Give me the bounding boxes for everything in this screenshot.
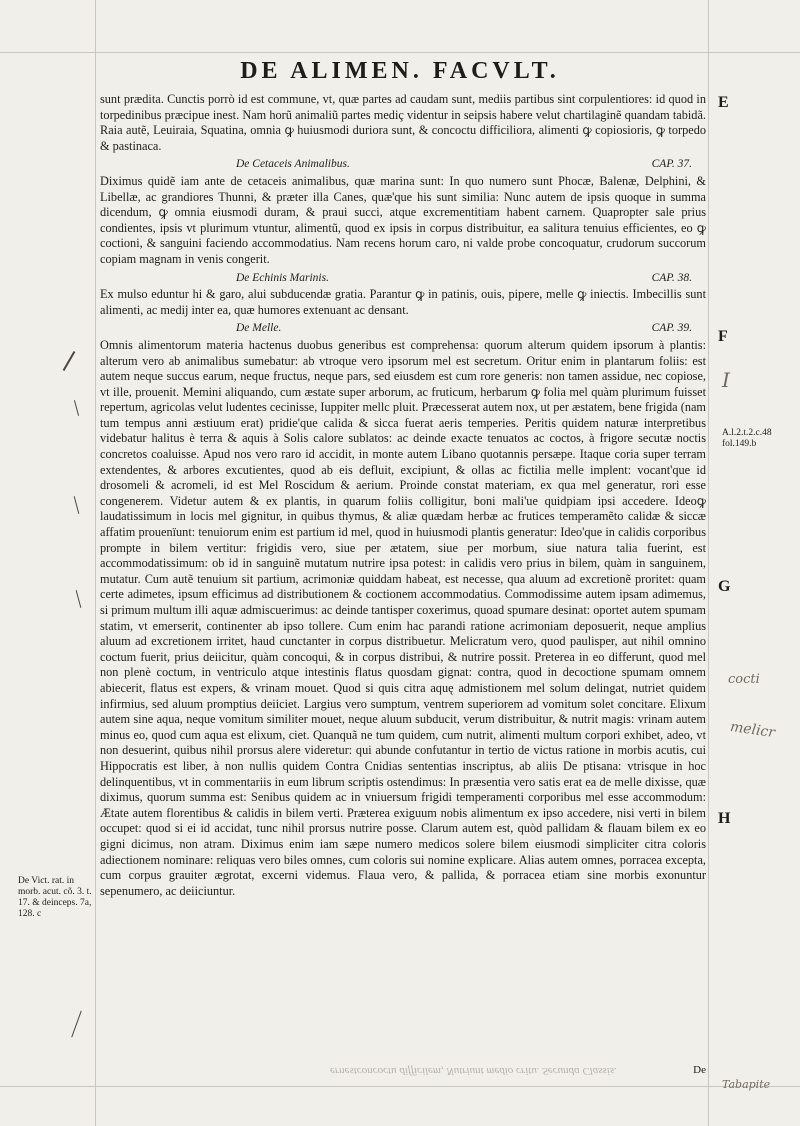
chapter-title: De Cetaceis Animalibus. (236, 158, 350, 171)
chapter-number: CAP. 39. (651, 322, 692, 335)
handwritten-note-melicr: melicr (729, 718, 776, 742)
signature-letter-f: F (718, 328, 728, 345)
handwritten-bracket-mark (63, 351, 76, 371)
intro-paragraph: sunt prædita. Cunctis porrò id est commune, vt, quæ partes ad caudam sunt, mediis partibus sint corpulentiores: id quod in torpedinibus præcipue inest. Nam horũ animaliũ partes mediç videntur in seipsis habere velut chartilaginẽ quandam tabidã. Raia autẽ, Leuiraia, Squatina, omnia ꝙ huiusmodi duriora sunt, & concoctu difficiliora, alimenti ꝙ copiosioris, ꝙ torpedo & pastinaca. (100, 92, 706, 153)
handwritten-tick-mark (71, 1011, 82, 1038)
bleed-through-text: ernestconcoctu difficilem, Nutriunt medio critu. Secunda Classis. (330, 1065, 617, 1077)
handwritten-note-tabapite: Tabapite (722, 1078, 771, 1091)
handwritten-tick-mark (74, 400, 79, 416)
margin-reference-right: A.l.2.t.2.c.48 fol.149.b (722, 428, 772, 449)
chapter-paragraph: Diximus quidẽ iam ante de cetaceis animalibus, quæ marina sunt: In quo numero sunt Phocæ, Balenæ, Delphini, & Libellæ, ac grandiores Thunni, & præter illa Canes, quæ'que his sunt similia: Nunc autem de ipsis quoque in summa dicendum, ꝙ omnia eiusmodi duram, & praui succi, atque excrementitiam habent carnem. Quapropter sale prius condientes, ipsis vt plurimum vtuntur, alimentũ, quod ex ipsis in corpus distribuitur, ea salitura tenuius efficientes, eo ꝙ coctioni, & sanguini faciendo accommodatius. Nam recens horum caro, ni valde probe concoquatur, crudorum succorum copiam magnam in venis congerit. (100, 173, 706, 266)
signature-letter-e: E (718, 94, 729, 111)
handwritten-tick-mark (74, 496, 80, 514)
ruling-line-right (708, 0, 709, 1126)
ruling-line-bottom (0, 1086, 800, 1087)
chapter-number: CAP. 38. (651, 271, 692, 284)
chapter-paragraph: Omnis alimentorum materia hactenus duobus generibus est comprehensa: quorum alterum quidem ipsorum à plantis: alterum vero ab animalibus sumebatur: ab vtroque vero ipsorum mel est secretum. Oritur enim in plantarum foliis: est autem neque succus earum, neque fructus, neque pars, sed eiusdem est cum rore generis: non tamen assidue, nec copiose, vt ille, prouenit. Memini aliquando, cum æstate super arborum, ac fruticum, herbarum ꝙ folia mel quàm plurimum fuisset repertum, agricolas velut ludentes cecinisse, Iuppiter mellc pluit. Præcesserat autem nox, ut per æstatem, bene frigida (nam tum tempus anni æstiuum erat) pridie'que calida & sicca fuerat aeris temperies. Peritis quidem naturæ interpretibus videbatur halitus è terra & aquis à Solis calore sublatos: ac deinde exacte tenuatos ac coctos, à frigore secutæ noctis concretos coaluisse. Apud nos vero raro id accidit, in monte autem Libano quotannis persæpe. Itaque coria super terram extendentes, & arbores excutientes, quod ab eis defluit, excipiunt, & ollas ac fictilia melle implent: vocant'que id drosomeli & acromeli, id est Mel Roscidum & aerium. Proinde constat materiam, ex qua mel generatur, rori esse congenerem. Videtur autem & ex plantis, in quarum foliis colligitur, boni mali'ue quidpiam ipsi accedere. Ideoꝙ laudatissimum in locis mel gignitur, in quibus thymus, & aliæ quædam herbæ ac frutices temperamẽto calidæ & siccæ affatim prouenïunt: tenuiorum enim est partium id mel, quod in huiusmodi plantis generatur: Ideo'que in calidis corporibus prompte in bilem vertitur: frigidis vero, siue per ætatem, siue per morbum, siue natura talia fuerint, est accommodatissimum: ob id in sanguinẽ mutatum nutrire ipsa potest: in calidis vero prius in bilem, quàm in sanguinem, mutatur. Cum autẽ tenuium sit partium, acrimoniæ quiddam habeat, est necesse, qua aluum ad excretionẽ proritet: quam certe adimetes, ipsum efficimus ad distributionem & coctionem accommodatius. Commodissime autem ipsam adimemus, si primum multum illi aquæ admiscuerimus: ac deinde tantisper coxerimus, quoad spumare desinat: oportet autem spumam statim, vt emerserit, continenter ab ipso tollere. Cum enim hac parandi ratione acrimoniam deposuerit, neque amplius aluum ad excretionem irritet, haud cunctanter in corpus distribuetur. Melicratum vero, quod paulisper, aut nihil omnino coctum fuerit, prius deiicitur, quàm concoqui, & in corpus distribui, & nutrire possit. Preterea in eo differunt, quod mel non plenè coctum, in ventriculo atque intestinis flatus quosdam gignat: contra, quod in decoctione spumam omnem abiecerit, flatus est expers, & vrinam mouet. Quod si quis citra aquę admistionem mel solum delingat, nutriet quidem infirmius, sed aluum promptius deiiciet. Largius vero sumptum, ventrem superiorem ad vomitum solet concitare. Elixum autem sine aqua, neque vomitum similiter mouet, neque aluum subducit, verum distribuitur, & nutrit magis: vrinam autem minus eo, quod cum aqua est elixum, ciet. Quanquã ne tum quidem, cum nutrit, alimenti multum corpori exhibet, adeo, vt non desuerint, quibus nihil prorsus alere videretur: qui abunde confutantur in tertio de victus ratione in morbis acutis, cui Hippocratis est liber, à non nullis quidem Contra Cnidias sententias inscriptus, ab aliis De ptisana: vtrisque in hoc delinquentibus, vt in commentariis in eum librum scriptis ostendimus: In præsentia vero satis erat ea de melle dixisse, quæ diximus, quorum summa est: Senibus quidem ac in vniuersum frigidi temperamenti corporibus mel esse accommodum: Ætate autem florentibus & calidis in bilem verti. Præterea exiguum nobis alimentum ex ipso accedere, nisi verti in bilem occupet: quod si ei id accidat, tunc nihil prorsus nutrire posse. Clarum autem est, quòd pallidam & flauam bilem ex eo gigni dicimus, non atram. Diximus enim iam sæpe numero medicos solere bilem eiusmodi simpliciter citra coloris adiectionem nominare: reliquas vero biles omnes, cum coloris sui nomine explicare. Alias autem omnes, porracea excepta, cum corpus grauiter ægrotat, excerni videmus. Flaua vero, & pallida, & porracea etiam sine morbis exonuntur sepenumero, ac deiiciuntur. (100, 337, 706, 898)
margin-reference-left: De Vict. rat. in morb. acut. cõ. 3. t. 17. & deinceps. 7a, 128. c (18, 876, 92, 919)
signature-letter-h: H (718, 810, 731, 827)
chapter-paragraph: Ex mulso eduntur hi & garo, alui subducendæ gratia. Parantur ꝙ in patinis, ouis, pipere, melle ꝙ iniectis. Imbecillis sunt alimenti, ac medij inter ea, quæ humores extenuant ac densant. (100, 287, 706, 317)
handwritten-tick-mark (76, 590, 82, 608)
handwritten-numeral: I (722, 368, 730, 392)
running-head: DE ALIMEN. FACVLT. (240, 58, 560, 84)
ruling-line-left (95, 0, 96, 1126)
chapter-title: De Melle. (236, 322, 282, 335)
chapter-title: De Echinis Marinis. (236, 271, 329, 284)
chapter-heading (100, 321, 706, 337)
handwritten-note-cocti: cocti (728, 672, 760, 687)
chapter-heading (100, 271, 706, 287)
ruling-line-top (0, 52, 800, 53)
chapter-number: CAP. 37. (651, 158, 692, 171)
body-text (100, 92, 706, 900)
chapter-heading (100, 157, 706, 173)
catchword: De (693, 1064, 706, 1076)
signature-letter-g: G (718, 578, 731, 595)
